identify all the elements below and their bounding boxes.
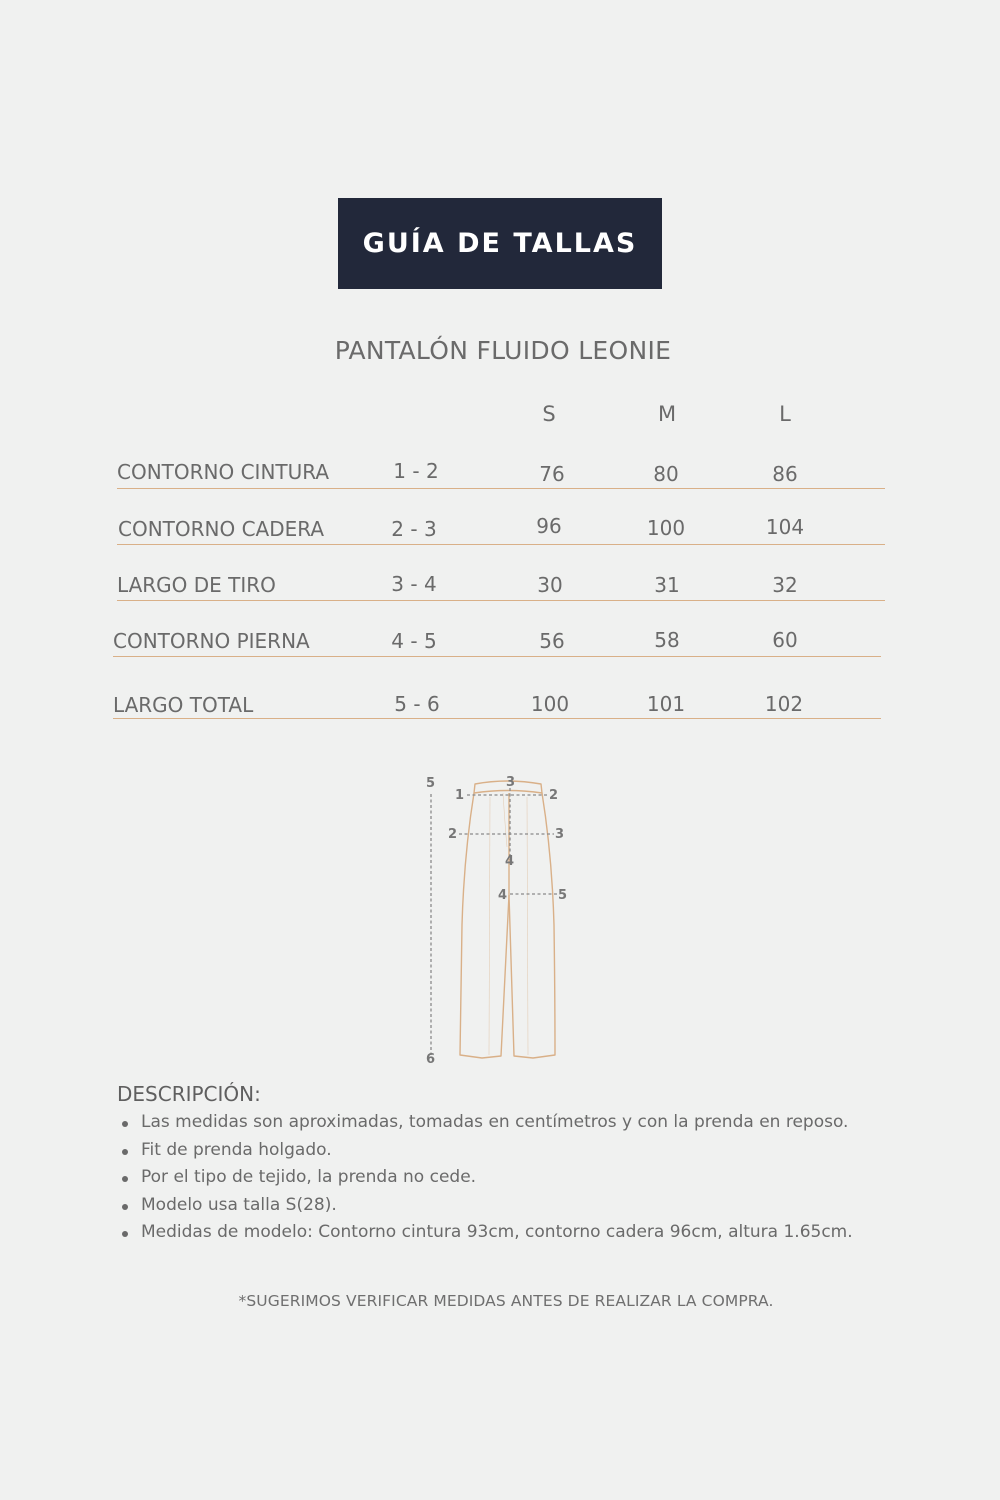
row-range: 5 - 6 — [394, 692, 440, 716]
row-value-l: 102 — [764, 692, 804, 716]
point-2-left: 2 — [448, 827, 458, 842]
point-5-top: 5 — [426, 776, 436, 791]
bullet-icon — [122, 1231, 128, 1237]
point-3-top: 3 — [506, 775, 516, 790]
list-item — [120, 1222, 853, 1250]
row-value-m: 101 — [646, 692, 686, 716]
size-header-l: L — [779, 402, 791, 426]
row-value-s: 100 — [530, 692, 570, 716]
row-value-l: 104 — [765, 515, 805, 539]
trousers-diagram — [405, 765, 585, 1070]
row-range: 1 - 2 — [393, 459, 439, 483]
row-value-l: 86 — [772, 462, 798, 486]
row-value-m: 100 — [646, 516, 686, 540]
size-guide-title-text: GUÍA DE TALLAS — [362, 228, 638, 259]
list-item-text: Las medidas son aproximadas, tomadas en centímetros y con la prenda en reposo. — [141, 1112, 849, 1132]
table-row-hip — [117, 504, 885, 545]
row-label: CONTORNO CINTURA — [117, 460, 330, 484]
row-range: 3 - 4 — [391, 572, 437, 596]
point-5-leg: 5 — [558, 888, 568, 903]
trousers-outline-icon — [460, 781, 555, 1058]
product-title: PANTALÓN FLUIDO LEONIE — [334, 336, 672, 365]
bullet-icon — [122, 1204, 128, 1210]
point-1: 1 — [455, 788, 465, 803]
list-item — [120, 1167, 853, 1195]
row-label: CONTORNO CADERA — [118, 517, 325, 541]
description-title: DESCRIPCIÓN: — [117, 1082, 261, 1106]
size-header-m: M — [657, 402, 677, 426]
row-range: 2 - 3 — [391, 517, 437, 541]
row-label: LARGO TOTAL — [113, 693, 254, 717]
bullet-icon — [122, 1176, 128, 1182]
row-range: 4 - 5 — [391, 629, 437, 653]
point-3-right: 3 — [555, 827, 565, 842]
row-value-l: 32 — [772, 573, 798, 597]
row-value-m: 58 — [654, 628, 680, 652]
point-4-leg: 4 — [498, 888, 508, 903]
row-value-s: 96 — [536, 514, 562, 538]
size-header-s: S — [542, 402, 556, 426]
bullet-icon — [122, 1149, 128, 1155]
list-item — [120, 1112, 853, 1140]
row-value-s: 30 — [537, 573, 563, 597]
point-4-top: 4 — [505, 854, 515, 869]
point-2-right: 2 — [549, 788, 559, 803]
row-value-s: 76 — [539, 462, 565, 486]
row-value-m: 31 — [654, 573, 680, 597]
list-item — [120, 1195, 853, 1223]
list-item-text: Por el tipo de tejido, la prenda no cede. — [141, 1167, 477, 1187]
table-row-rise — [117, 560, 885, 601]
bullet-icon — [122, 1121, 128, 1127]
row-label: CONTORNO PIERNA — [113, 629, 310, 653]
row-value-m: 80 — [653, 462, 679, 486]
row-value-s: 56 — [539, 629, 565, 653]
table-row-total-length — [113, 678, 881, 719]
table-row-leg — [113, 616, 881, 657]
footnote: *SUGERIMOS VERIFICAR MEDIDAS ANTES DE REALIZAR LA COMPRA. — [238, 1292, 774, 1310]
row-label: LARGO DE TIRO — [117, 573, 276, 597]
list-item — [120, 1140, 853, 1168]
point-6: 6 — [426, 1052, 436, 1067]
row-value-l: 60 — [772, 628, 798, 652]
description-list — [120, 1112, 853, 1250]
size-guide-title — [338, 198, 662, 289]
table-row-waist — [117, 448, 885, 489]
list-item-text: Fit de prenda holgado. — [141, 1139, 332, 1160]
list-item-text: Modelo usa talla S(28). — [141, 1194, 337, 1215]
list-item-text: Medidas de modelo: Contorno cintura 93cm, contorno cadera 96cm, altura 1.65cm. — [141, 1222, 853, 1242]
